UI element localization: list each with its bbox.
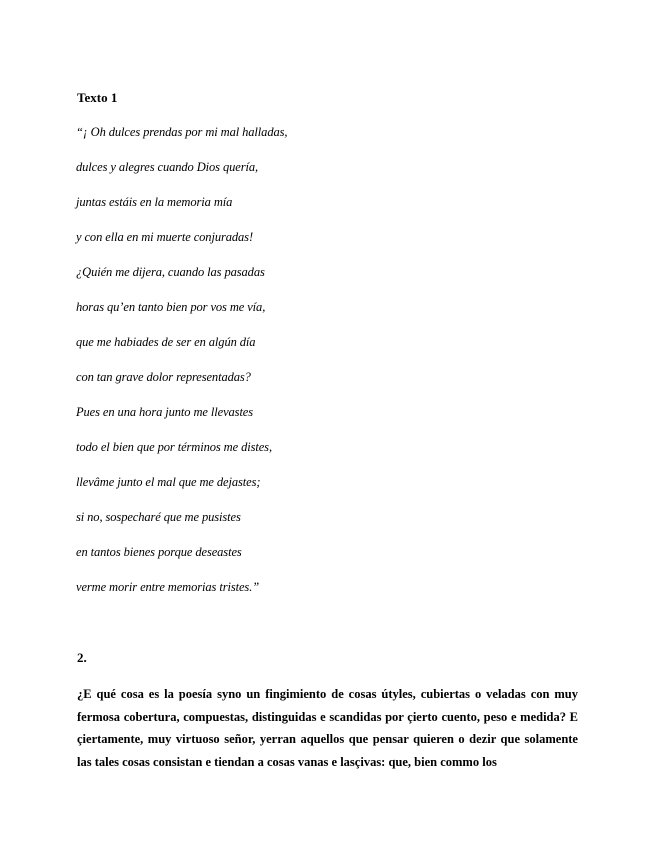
poem-line: dulces y alegres cuando Dios quería, [76, 160, 259, 174]
section-heading-2: 2. [77, 650, 87, 665]
poem-line: todo el bien que por términos me distes, [76, 440, 272, 454]
poem-line: juntas estáis en la memoria mía [76, 195, 233, 209]
poem-line: ¿Quién me dijera, cuando las pasadas [76, 265, 265, 279]
poem-line: verme morir entre memorias tristes.” [76, 580, 260, 594]
poem-line: llevâme junto el mal que me dejastes; [76, 475, 261, 489]
poem-line: con tan grave dolor representadas? [76, 370, 251, 384]
poem-line: horas qu’en tanto bien por vos me vía, [76, 300, 266, 314]
poem-line: “¡ Oh dulces prendas por mi mal halladas, [76, 125, 288, 139]
poem-line: Pues en una hora junto me llevastes [76, 405, 254, 419]
prose-paragraph: ¿E qué cosa es la poesía syno un fingimiento de cosas útyles, cubiertas o veladas con muy fermosa cobertura, compuestas, distinguidas e scandidas por çierto cuento, peso e medida? E çiertamente, muy virtuoso señor, yerran aquellos que pensar quieren o dezir que solamente las tales cosas consistan e tiendan a cosas vanas e lasçivas: que, bien commo los [77, 687, 578, 769]
poem-line: y con ella en mi muerte conjuradas! [76, 230, 254, 244]
section-heading-texto-1: Texto 1 [77, 90, 118, 105]
poem-line: en tantos bienes porque deseastes [76, 545, 242, 559]
poem-line: que me habiades de ser en algún día [76, 335, 256, 349]
poem-line: si no, sospecharé que me pusistes [76, 510, 241, 524]
